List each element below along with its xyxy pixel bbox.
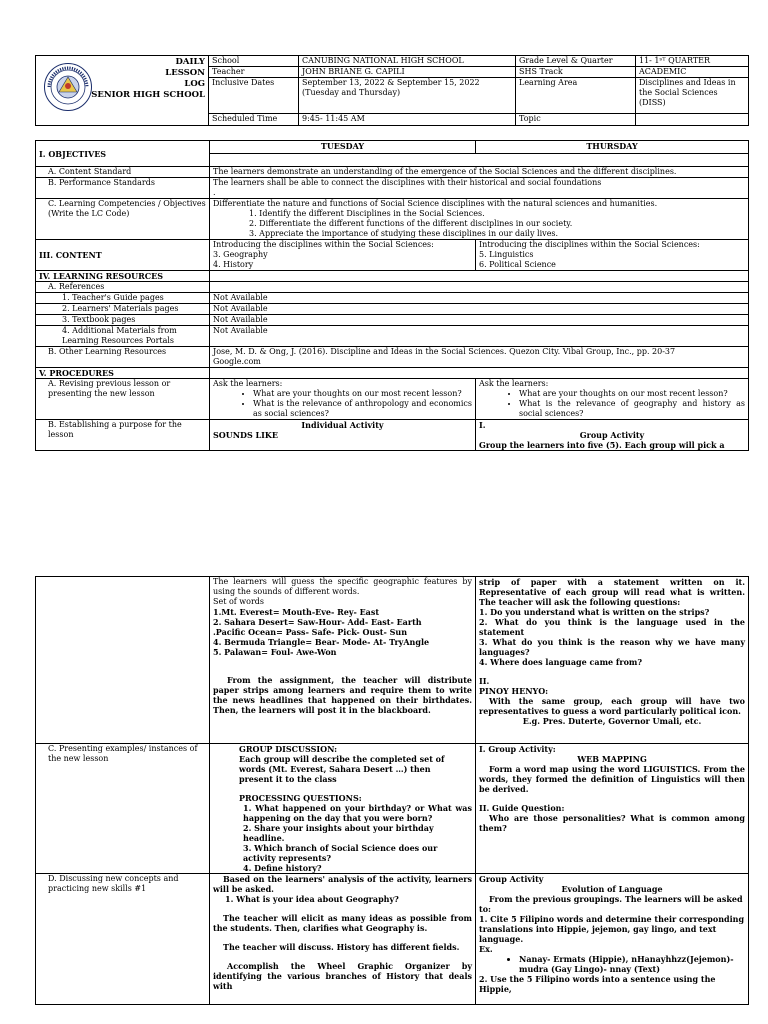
presenting-thursday: I. Group Activity: WEB MAPPING Form a word map using the word LIGUISTICS. From the words, they formed the definition of Linguistics will then be derived. II. Guide Question: Who are those personalities? What is common among them? xyxy=(476,744,749,874)
review-label: A. Revising previous lesson or presenting the new lesson xyxy=(36,379,210,420)
purpose-thursday: I. Group Activity Group the learners into five (5). Each group will pick a xyxy=(476,420,749,451)
review-tuesday: Ask the learners: • What are your thoughts on our most recent lesson? • What is the relevance of anthropology and economics as social sciences? xyxy=(210,379,476,420)
tuesday-heading: TUESDAY xyxy=(210,141,476,154)
lesson-table-page-2 xyxy=(35,576,749,1005)
purpose-tue-cont: The learners will guess the specific geographic features by using the sounds of different words. Set of words 1.Mt. Everest= Mouth-Eve- Rey- East 2. Sahara Desert= Saw-Hour- Add- East- Earth .Pacific Ocean= Pass- Safe- Pick- Oust- Sun 4. Bermuda Triangle= Bear- Mode- At- TryAngle 5. Palawan= Foul- Awe-Won From the assignment, the teacher will distribute paper strips among learners and require them to write the news headlines that happened on their birthdates. Then, the learners will post it in the blackboard. xyxy=(210,577,476,744)
ref-additional-label: 4. Additional Materials from Learning Resources Portals xyxy=(36,326,210,347)
thursday-heading: THURSDAY xyxy=(476,141,749,154)
review-tue-q2: • What is the relevance of anthropology and economics as social sciences? xyxy=(253,399,472,419)
dates-value: September 13, 2022 & September 15, 2022 (Tuesday and Thursday) xyxy=(299,78,516,114)
content-thursday: Introducing the disciplines within the Social Sciences: 5. Linguistics 6. Political Science xyxy=(476,240,749,271)
dll-title-line-2: LESSON xyxy=(165,68,205,78)
teacher-label: Teacher xyxy=(209,67,299,78)
purpose-thu-cont: strip of paper with a statement written on it. Representative of each group will read what is written. The teacher will ask the following questions: 1. Do you understand what is written on the strips? 2. What do you think is the language used in the statement 3. What do you think is the reason why we have many languages? 4. Where does language came from? II. PINOY HENYO: With the same group, each group will have two representatives to guess a word particularly political icon. E.g. Pres. Duterte, Governor Umali, etc. xyxy=(476,577,749,744)
review-tue-q1: • What are your thoughts on our most recent lesson? xyxy=(253,389,472,399)
ref-textbook-value: Not Available xyxy=(210,315,749,326)
header-table xyxy=(35,55,749,126)
lesson-table-page-1 xyxy=(35,140,749,451)
topic-value xyxy=(636,114,749,126)
dll-title-line-4: SENIOR HIGH SCHOOL xyxy=(91,90,205,100)
area-label: Learning Area xyxy=(516,78,636,114)
objectives-heading: I. OBJECTIVES xyxy=(36,141,210,167)
header-logo-title-cell xyxy=(36,56,209,126)
review-thursday: Ask the learners: • What are your thoughts on our most recent lesson? • What is the relevance of geography and history as social sciences? xyxy=(476,379,749,420)
presenting-tuesday: GROUP DISCUSSION: Each group will describe the completed set of words (Mt. Everest, Sahara Desert …) then present it to the class PROCESSING QUESTIONS: 1. What happened on your birthday? or What was happening on the day that you were born? 2. Share your insights about your birthday headline. 3. Which branch of Social Science does our activity represents? 4. Define history? xyxy=(210,744,476,874)
other-resources-label: B. Other Learning Resources xyxy=(36,347,210,368)
competencies-label: C. Learning Competencies / Objectives (Write the LC Code) xyxy=(36,199,210,240)
other-resources-value: Jose, M. D. & Ong, J. (2016). Discipline and Ideas in the Social Sciences. Quezon City. Vibal Group, Inc., pp. 20-37 Google.com xyxy=(210,347,749,368)
track-value: ACADEMIC xyxy=(636,67,749,78)
content-standard-value: The learners demonstrate an understanding of the emergence of the Social Sciences and the different disciplines. xyxy=(210,167,749,178)
performance-value: The learners shall be able to connect the disciplines with their historical and social foundations . xyxy=(210,178,749,199)
topic-label: Topic xyxy=(516,114,636,126)
procedures-heading: V. PROCEDURES xyxy=(36,368,210,379)
competencies-value: Differentiate the nature and functions of Social Science disciplines with the natural sciences and humanities. 1. Identify the different Disciplines in the Social Sciences. 2. Differentiate the different functions of the different disciplines in our society. 3. Appreciate the importance of studying these disciplines in our daily lives. xyxy=(210,199,749,240)
references-label: A. References xyxy=(36,282,210,293)
ref-additional-value: Not Available xyxy=(210,326,749,347)
teacher-value: JOHN BRIANE G. CAPILI xyxy=(299,67,516,78)
content-standard-label: A. Content Standard xyxy=(36,167,210,178)
school-label: School xyxy=(209,56,299,67)
evolution-example: • Nanay- Ermats (Hippie), nHanayhhzz(Jejemon)- mudra (Gay Lingo)- nnay (Text) xyxy=(519,954,745,974)
purpose-label: B. Establishing a purpose for the lesson xyxy=(36,420,210,451)
purpose-tuesday: Individual Activity SOUNDS LIKE xyxy=(210,420,476,451)
content-tuesday: Introducing the disciplines within the Social Sciences: 3. Geography 4. History xyxy=(210,240,476,271)
dates-label: Inclusive Dates xyxy=(209,78,299,114)
ref-tg-label: 1. Teacher's Guide pages xyxy=(36,293,210,304)
performance-label: B. Performance Standards xyxy=(36,178,210,199)
school-value: CANUBING NATIONAL HIGH SCHOOL xyxy=(299,56,516,67)
area-value: Disciplines and Ideas in the Social Sciences (DISS) xyxy=(636,78,749,114)
grade-label: Grade Level & Quarter xyxy=(516,56,636,67)
discussing-thursday: Group Activity Evolution of Language From the previous groupings. The learners will be asked to: 1. Cite 5 Filipino words and determine their corresponding translations into Hippie, jejemon, gay lingo, and text language. Ex. • Nanay- Ermats (Hippie), nHanayhhzz(Jejemon)- mudra (Gay Lingo)- nnay (Text) 2. Use the 5 Filipino words into a sentence using the Hippie, xyxy=(476,874,749,1005)
grade-value: 11- 1ˢᵀ QUARTER xyxy=(636,56,749,67)
deped-seal-logo xyxy=(43,62,93,112)
ref-lm-label: 2. Learners' Materials pages xyxy=(36,304,210,315)
dll-title-line-1: DAILY xyxy=(175,57,205,67)
review-thu-q1: • What are your thoughts on our most recent lesson? xyxy=(519,389,745,399)
discussing-tuesday: Based on the learners' analysis of the activity, learners will be asked. 1. What is your idea about Geography? The teacher will elicit as many ideas as possible from the students. Then, clarifies what Geography is. The teacher will discuss. History has different fields. Accomplish the Wheel Graphic Organizer by identifying the various branches of History that deals with xyxy=(210,874,476,1005)
time-value: 9:45- 11:45 AM xyxy=(299,114,516,126)
discussing-label: D. Discussing new concepts and practicing new skills #1 xyxy=(36,874,210,1005)
content-heading: III. CONTENT xyxy=(36,240,210,271)
review-thu-q2: • What is the relevance of geography and history as social sciences? xyxy=(519,399,745,419)
dll-title-line-3: LOG xyxy=(184,79,205,89)
presenting-label: C. Presenting examples/ instances of the new lesson xyxy=(36,744,210,874)
time-label: Scheduled Time xyxy=(209,114,299,126)
resources-heading: IV. LEARNING RESOURCES xyxy=(36,271,210,282)
ref-textbook-label: 3. Textbook pages xyxy=(36,315,210,326)
ref-tg-value: Not Available xyxy=(210,293,749,304)
ref-lm-value: Not Available xyxy=(210,304,749,315)
track-label: SHS Track xyxy=(516,67,636,78)
